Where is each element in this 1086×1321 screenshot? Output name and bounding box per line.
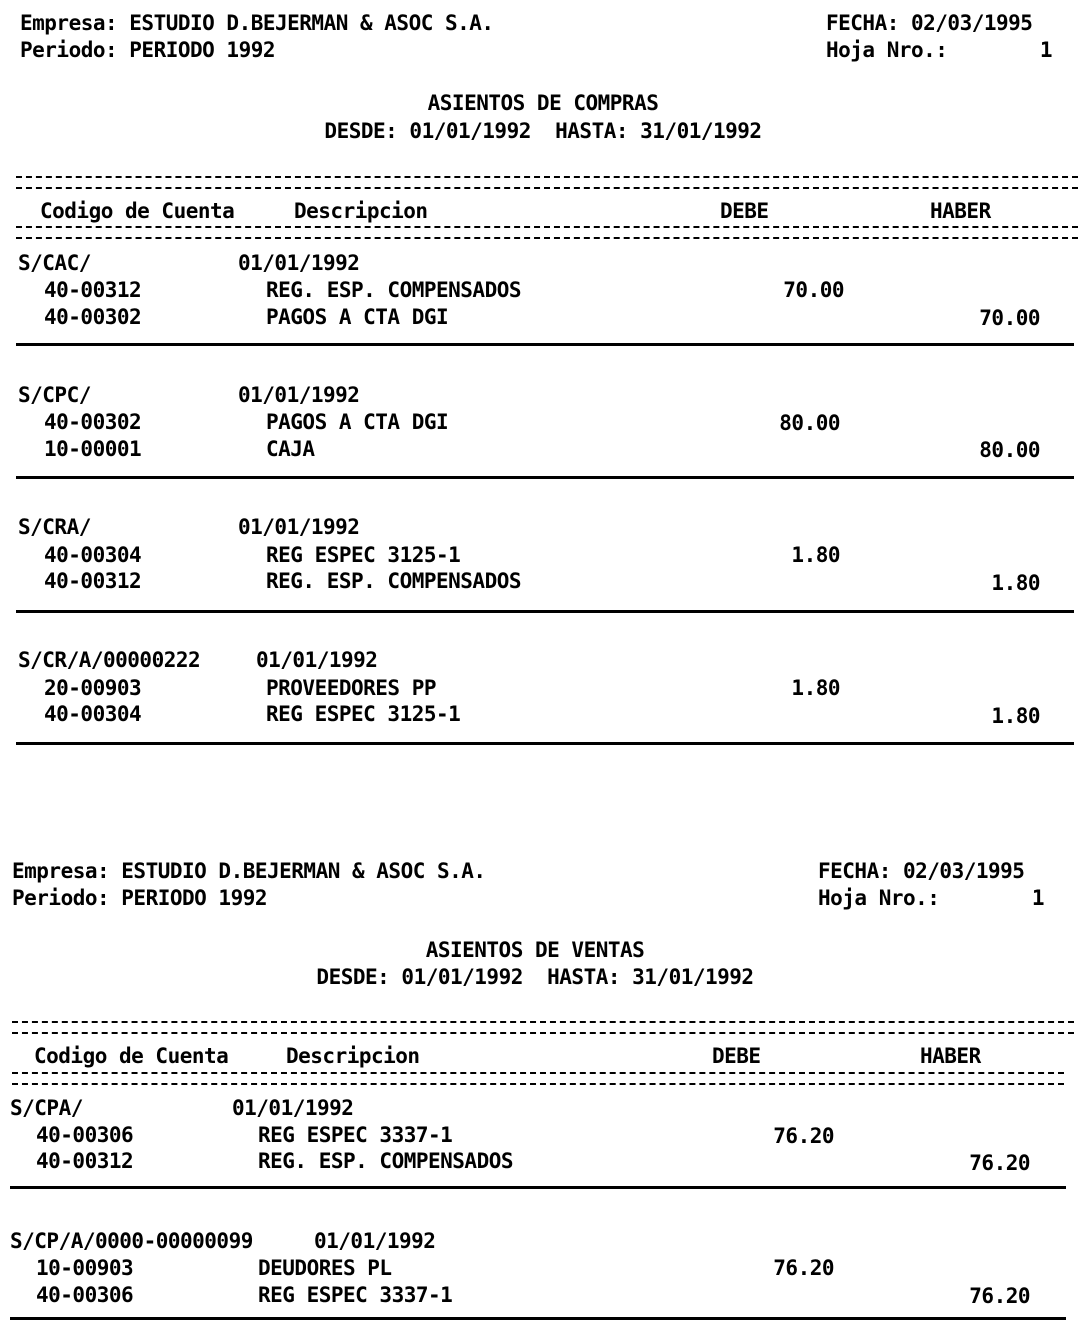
line-account: 40-00312 — [36, 1149, 134, 1173]
entry-date: 01/01/1992 — [238, 515, 360, 539]
line-haber: 80.00 — [979, 438, 1040, 462]
periodo-line: Periodo: PERIODO 1992 — [20, 38, 276, 62]
report-title: ASIENTOS DE COMPRAS — [427, 91, 659, 115]
line-account: 40-00306 — [36, 1283, 134, 1307]
line-description: CAJA — [266, 437, 315, 461]
line-description: PAGOS A CTA DGI — [266, 410, 449, 434]
line-account: 40-00312 — [44, 569, 142, 593]
hoja-value: 1 — [1031, 886, 1044, 910]
hoja-label: Hoja Nro.: — [818, 886, 940, 910]
line-account: 40-00302 — [44, 305, 142, 329]
col-desc-header: Descripcion — [294, 199, 428, 223]
col-debe-header: DEBE — [720, 199, 769, 223]
entry-ref: S/CPC/ — [18, 383, 91, 407]
line-debe: 80.00 — [779, 411, 840, 435]
line-haber: 76.20 — [969, 1151, 1030, 1175]
entry-date: 01/01/1992 — [232, 1096, 354, 1120]
col-code-header: Codigo de Cuenta — [34, 1044, 229, 1068]
line-debe: 1.80 — [791, 543, 840, 567]
hoja-label: Hoja Nro.: — [826, 38, 948, 62]
line-account: 40-00312 — [44, 278, 142, 302]
empresa-line: Empresa: ESTUDIO D.BEJERMAN & ASOC S.A. — [20, 11, 494, 35]
entry-separator — [10, 1186, 1066, 1189]
header-rule-top — [12, 1021, 1074, 1034]
line-description: REG ESPEC 3125-1 — [266, 543, 461, 567]
report-title: ASIENTOS DE VENTAS — [425, 938, 645, 962]
line-description: PAGOS A CTA DGI — [266, 305, 449, 329]
col-code-header: Codigo de Cuenta — [40, 199, 235, 223]
entry-ref: S/CAC/ — [18, 251, 91, 275]
line-haber: 70.00 — [979, 306, 1040, 330]
entry-date: 01/01/1992 — [238, 383, 360, 407]
line-description: DEUDORES PL — [258, 1256, 392, 1280]
line-account: 10-00903 — [36, 1256, 134, 1280]
line-description: REG. ESP. COMPENSADOS — [266, 569, 522, 593]
line-description: REG ESPEC 3337-1 — [258, 1123, 453, 1147]
col-debe-header: DEBE — [712, 1044, 761, 1068]
entry-separator — [16, 343, 1074, 346]
fecha-line: FECHA: 02/03/1995 — [826, 11, 1033, 35]
entry-date: 01/01/1992 — [238, 251, 360, 275]
fecha-line: FECHA: 02/03/1995 — [818, 859, 1025, 883]
line-debe: 76.20 — [773, 1124, 834, 1148]
entry-date: 01/01/1992 — [256, 648, 378, 672]
line-debe: 70.00 — [783, 278, 844, 302]
line-haber: 1.80 — [991, 571, 1040, 595]
line-description: REG. ESP. COMPENSADOS — [258, 1149, 514, 1173]
entry-ref: S/CR/A/00000222 — [18, 648, 201, 672]
col-desc-header: Descripcion — [286, 1044, 420, 1068]
line-haber: 1.80 — [991, 704, 1040, 728]
entry-date: 01/01/1992 — [314, 1229, 436, 1253]
line-account: 20-00903 — [44, 676, 142, 700]
line-haber: 76.20 — [969, 1284, 1030, 1308]
entry-separator — [16, 610, 1074, 613]
line-account: 40-00304 — [44, 543, 142, 567]
report-range: DESDE: 01/01/1992 HASTA: 31/01/1992 — [316, 965, 754, 989]
line-debe: 76.20 — [773, 1256, 834, 1280]
header-rule-top — [16, 176, 1078, 189]
line-description: REG ESPEC 3125-1 — [266, 702, 461, 726]
col-haber-header: HABER — [930, 199, 991, 223]
line-account: 40-00306 — [36, 1123, 134, 1147]
line-account: 40-00302 — [44, 410, 142, 434]
line-description: PROVEEDORES PP — [266, 676, 437, 700]
entry-ref: S/CP/A/0000-00000099 — [10, 1229, 253, 1253]
col-haber-header: HABER — [920, 1044, 981, 1068]
header-rule-bottom — [12, 1072, 1064, 1085]
entry-ref: S/CRA/ — [18, 515, 91, 539]
entry-ref: S/CPA/ — [10, 1096, 83, 1120]
hoja-value: 1 — [1039, 38, 1052, 62]
periodo-line: Periodo: PERIODO 1992 — [12, 886, 268, 910]
entry-separator — [16, 742, 1074, 745]
line-description: REG. ESP. COMPENSADOS — [266, 278, 522, 302]
entry-separator — [16, 476, 1074, 479]
line-account: 40-00304 — [44, 702, 142, 726]
line-debe: 1.80 — [791, 676, 840, 700]
entry-separator — [10, 1317, 1066, 1320]
line-account: 10-00001 — [44, 437, 142, 461]
empresa-line: Empresa: ESTUDIO D.BEJERMAN & ASOC S.A. — [12, 859, 486, 883]
header-rule-bottom — [16, 226, 1078, 239]
report-range: DESDE: 01/01/1992 HASTA: 31/01/1992 — [324, 119, 762, 143]
line-description: REG ESPEC 3337-1 — [258, 1283, 453, 1307]
